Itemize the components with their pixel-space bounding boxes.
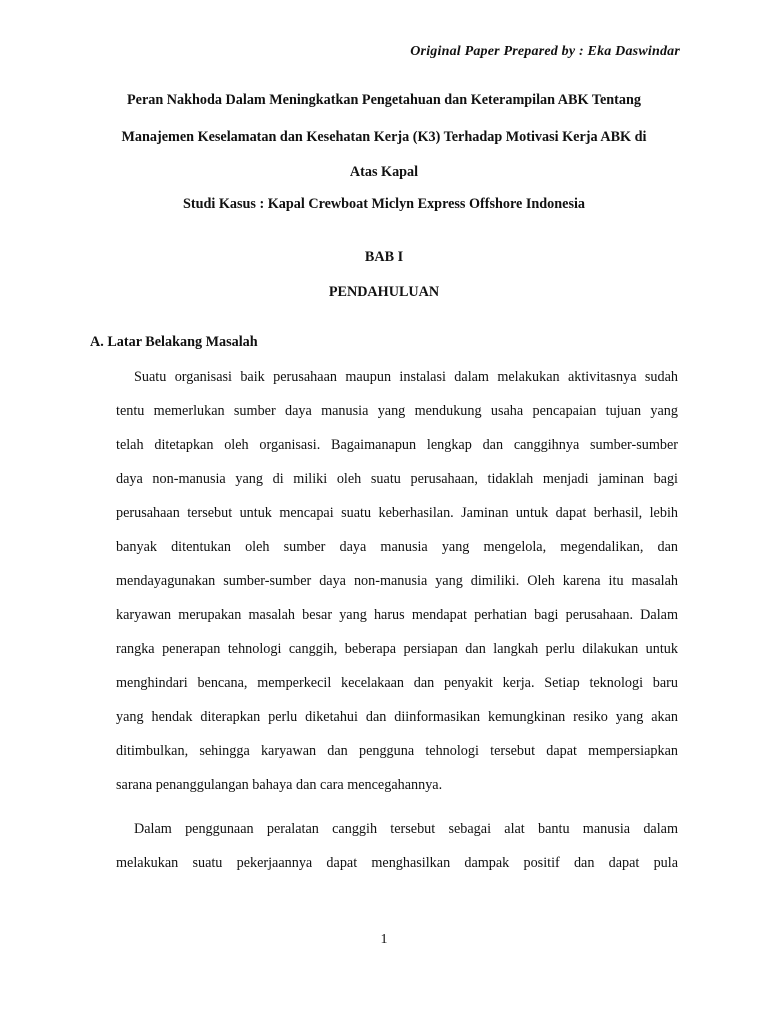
title-line: Peran Nakhoda Dalam Meningkatkan Pengetahuan dan Keterampilan ABK Tentang [127,92,641,108]
text-line: Dalam penggunaan peralatan canggih tersebut sebagai alat bantu manusia dalam [134,821,678,837]
title-line: Atas Kapal [349,164,419,180]
text-line: melakukan suatu pekerjaannya dapat menghasilkan dampak positif dan dapat pula [116,855,678,871]
case-study-line: Studi Kasus : Kapal Crewboat Miclyn Express Offshore Indonesia [182,196,586,212]
text-line: karyawan merupakan masalah besar yang harus mendapat perhatian bagi perusahaan. Dalam [116,607,678,623]
text-line: rangka penerapan tehnologi canggih, beberapa persiapan dan langkah perlu dilakukan untuk [116,641,678,657]
text-line: banyak ditentukan oleh sumber daya manusia yang mengelola, megendalikan, dan [116,539,678,555]
author-note: Original Paper Prepared by : Eka Daswindar [410,44,680,59]
text-line: menghindari bencana, memperkecil kecelakaan dan penyakit kerja. Setiap teknologi baru [116,675,678,691]
chapter-name: PENDAHULUAN [328,284,440,300]
text-line: Suatu organisasi baik perusahaan maupun instalasi dalam melakukan aktivitasnya sudah [134,369,678,385]
title-line: Manajemen Keselamatan dan Kesehatan Kerja (K3) Terhadap Motivasi Kerja ABK di [121,129,647,145]
text-line: telah ditetapkan oleh organisasi. Bagaimanapun lengkap dan canggihnya sumber-sumber [116,437,678,453]
text-line: mendayagunakan sumber-sumber daya non-manusia yang dimiliki. Oleh karena itu masalah [116,573,678,589]
chapter-number: BAB I [364,249,404,265]
text-line: daya non-manusia yang di miliki oleh suatu perusahaan, tidaklah menjadi jaminan bagi [116,471,678,487]
paragraph-2 [116,819,678,887]
text-line: ditimbulkan, sehingga karyawan dan pengguna tehnologi tersebut dapat mempersiapkan [116,743,678,759]
text-line: tentu memerlukan sumber daya manusia yang mendukung usaha pencapaian tujuan yang [116,403,678,419]
page-number: 1 [380,932,388,947]
text-line: perusahaan tersebut untuk mencapai suatu keberhasilan. Jaminan untuk dapat berhasil, lebih [116,505,678,521]
section-heading: A. Latar Belakang Masalah [90,334,258,350]
text-line: sarana penanggulangan bahaya dan cara mencegahannya. [116,777,443,793]
text-line: yang hendak diterapkan perlu diketahui dan diinformasikan kemungkinan resiko yang akan [116,709,678,725]
paragraph-1 [116,367,678,809]
